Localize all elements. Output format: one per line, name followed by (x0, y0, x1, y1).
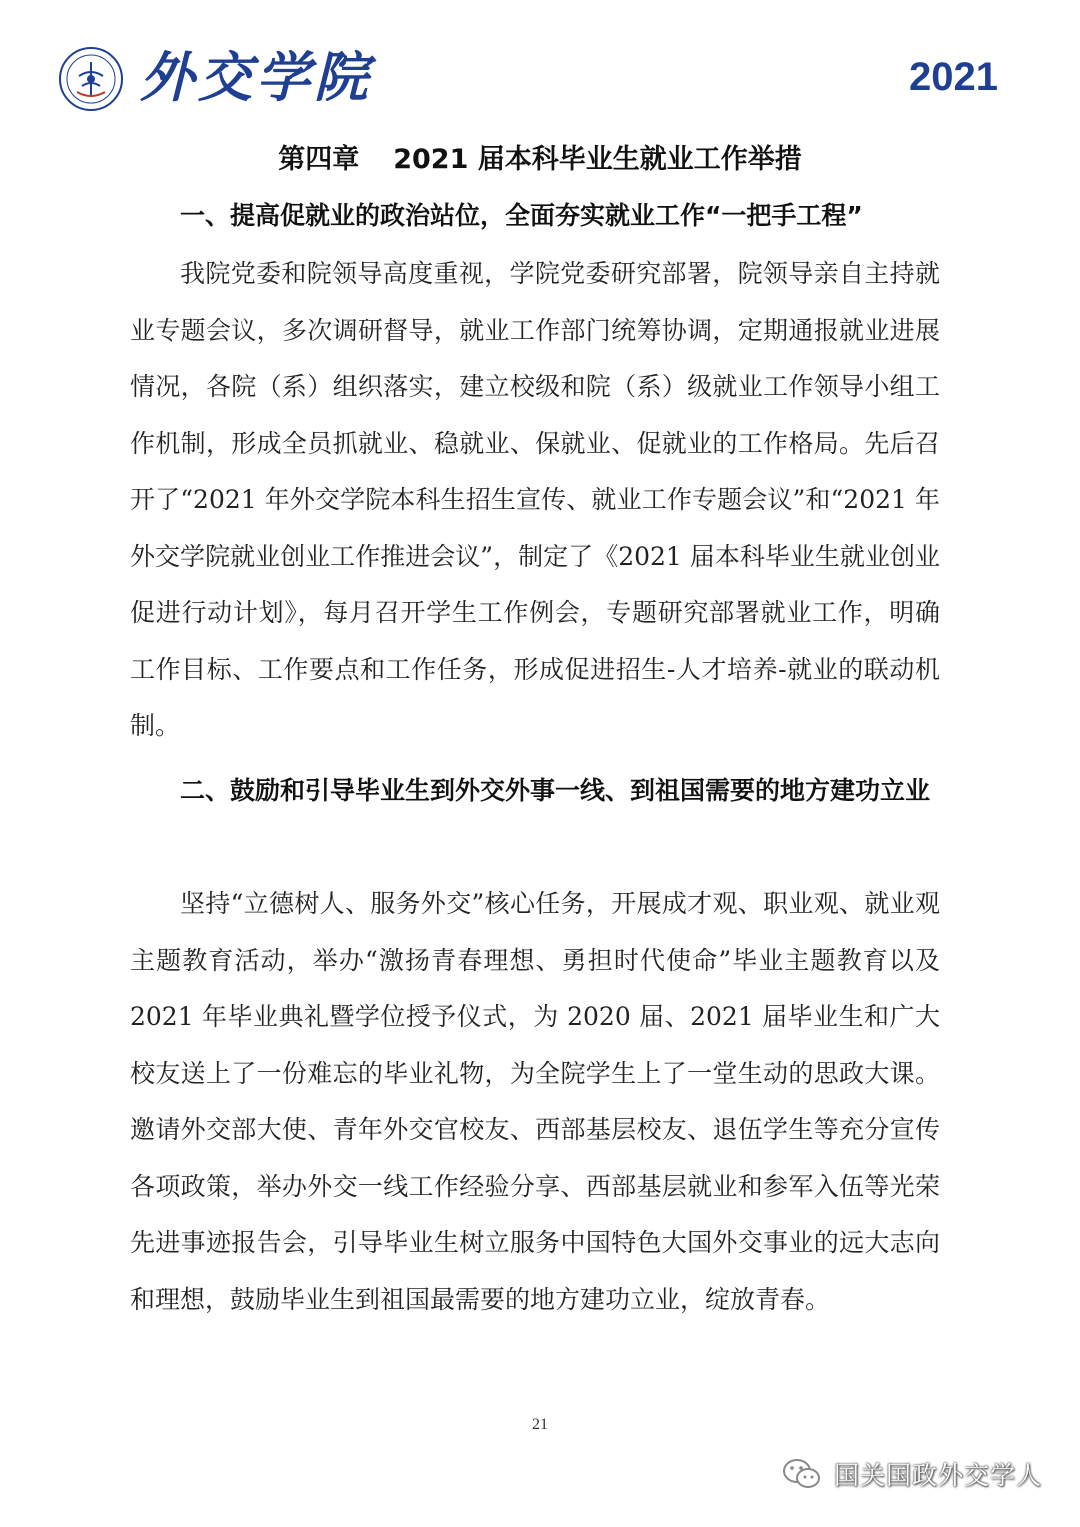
page-number: 21 (532, 1416, 548, 1433)
wechat-watermark (782, 1452, 1042, 1496)
section-paragraph-1: 我院党委和院领导高度重视，学院党委研究部署，院领导亲自主持就业专题会议，多次调研督导，就业工作部门统筹协调，定期通报就业进展情况，各院（系）组织落实，建立校级和院（系）级就业工作领导小组工作机制，形成全员抓就业、稳就业、保就业、促就业的工作格局。先后召开了“2021 年外交学院本科生招生宣传、就业工作专题会议”和“2021 年外交学院就业创业工作推进会议”，制定了《2021 届本科毕业生就业创业促进行动计划》，每月召开学生工作例会，专题研究部署就业工作，明确工作目标、工作要点和工作任务，形成促进招生-人才培养-就业的联动机制。 (130, 259, 940, 740)
page-header (0, 0, 1080, 120)
section-heading-2: 二、鼓励和引导毕业生到外交外事一线、到祖国需要的地方建功立业 (180, 776, 931, 805)
section-paragraph-2: 坚持“立德树人、服务外交”核心任务，开展成才观、职业观、就业观主题教育活动，举办“激扬青春理想、勇担时代使命”毕业主题教育以及 2021 年毕业典礼暨学位授予仪式，为 2020 届、2021 届毕业生和广大校友送上了一份难忘的毕业礼物，为全院学生上了一堂生动的思政大课。邀请外交部大使、青年外交官校友、西部基层校友、退伍学生等充分宣传各项政策，举办外交一线工作经验分享、西部基层就业和参军入伍等光荣先进事迹报告会，引导毕业生树立服务中国特色大国外交事业的远大志向和理想，鼓励毕业生到祖国最需要的地方建功立业，绽放青春。 (130, 889, 940, 1314)
chapter-title (0, 138, 1080, 182)
chapter-label: 第四章 (278, 144, 360, 175)
header-year: 2021 (909, 55, 998, 99)
watermark-text: 国关国政外交学人 (833, 1461, 1042, 1490)
wechat-icon (782, 1457, 822, 1491)
university-logo-text: 外交学院 (140, 45, 372, 109)
chapter-heading-text: 2021 届本科毕业生就业工作举措 (393, 144, 802, 175)
section-heading-1: 一、提高促就业的政治站位，全面夯实就业工作“一把手工程” (180, 201, 863, 230)
university-seal-icon (58, 46, 124, 112)
